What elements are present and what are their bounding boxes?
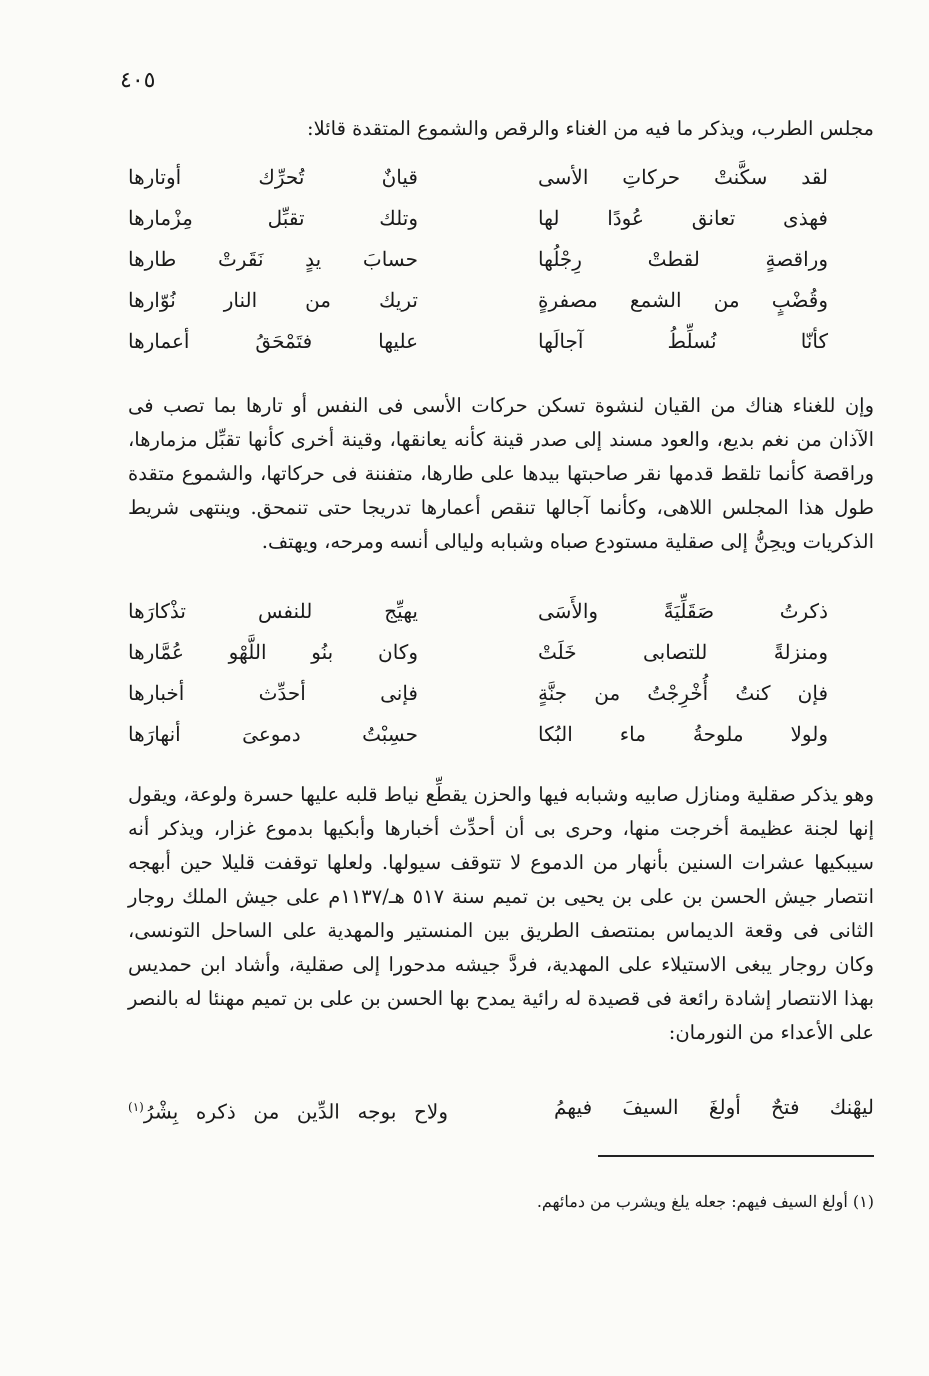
- verse-second-hemistich: حسابَ يدٍ نَقَرتْ طارها: [128, 247, 418, 271]
- footnote-marker: (١): [128, 1100, 144, 1114]
- verse-line: [128, 632, 828, 673]
- verse-second-hemistich: وتلك تقبِّل مِزْمارها: [128, 206, 418, 230]
- verse-second-hemistich: قيانٌ تُحرِّك أوتارها: [128, 165, 418, 189]
- verse-line: [128, 239, 828, 280]
- intro-line: مجلس الطرب، ويذكر ما فيه من الغناء والرقص والشموع المتقدة قائلا:: [307, 117, 874, 140]
- verse-second-hemistich: [128, 1089, 448, 1130]
- poem-block-2: [128, 591, 828, 755]
- body-paragraph-2: وهو يذكر صقلية ومنازل صابيه وشبابه فيها والحزن يقطِّع نياط قلبه عليها حسرة ولوعة، ويقول إنها لجنة عظيمة أخرجت منها، وحرى بى أن أحدِّث أخبارها وأبكيها بدموع غزار، ويذكر أنه سيبكيها عشرات السنين بأنهار من الدموع لا تتوقف سيولها. ولعلها توقفت قليلا حين أبهجه انتصار جيش الحسن بن على بن يحيى بن تميم سنة ٥١٧ هـ/١١٣٧م على جيش الملك روجار الثانى فى وقعة الديماس بمنتصف الطريق بين المنستير والمهدية على الساحل التونسى، وكان روجار يبغى الاستيلاء على المهدية، فردَّ جيشه مدحورا إلى صقلية، وأشاد ابن حمديس بهذا الانتصار إشادة رائعة فى قصيدة له رائية يمدح بها الحسن بن على بن تميم مهنئا له بالنصر على الأعداء من النورمان:: [128, 783, 874, 1044]
- closing-verse: [128, 1089, 874, 1130]
- verse-first-hemistich: وراقصةٍ لقطتْ رِجْلُها: [538, 247, 828, 271]
- poem-block-1: [128, 157, 828, 362]
- verse-second-hemistich: وكان بنُو اللَّهْو عُمَّارها: [128, 640, 418, 664]
- verse-first-hemistich: ليهْنك فتحٌ أولغَ السيفَ فيهمُ: [554, 1095, 874, 1119]
- verse-second-hemistich-text: ولاح بوجه الدِّين من ذكره بِشْرُ: [143, 1099, 448, 1124]
- verse-line: [128, 591, 828, 632]
- verse-first-hemistich: فهذى تعانق عُودًا لها: [538, 206, 828, 230]
- verse-first-hemistich: ولولا ملوحةُ ماء البُكا: [538, 722, 828, 746]
- verse-second-hemistich: تريك من النار نُوّارها: [128, 288, 418, 312]
- verse-line: [128, 280, 828, 321]
- footnote-divider: [598, 1155, 874, 1157]
- verse-line: [128, 157, 828, 198]
- verse-first-hemistich: ومنزلةً للتصابى خَلَتْ: [538, 640, 828, 664]
- verse-first-hemistich: وقُضْبٍ من الشمع مصفرةٍ: [538, 288, 828, 312]
- verse-second-hemistich: يهيِّج للنفس تذْكارَها: [128, 599, 418, 623]
- verse-line: [128, 198, 828, 239]
- footnote: (١) أولغ السيف فيهم: جعله يلغ ويشرب من دمائهم.: [536, 1192, 874, 1211]
- verse-first-hemistich: كأنّا نُسلِّطُ آجالَها: [538, 329, 828, 353]
- verse-second-hemistich: فإنى أحدِّث أخبارها: [128, 681, 418, 705]
- verse-first-hemistich: ذكرتُ صَقَلِّيَةً والأَسَى: [538, 599, 828, 623]
- page-number: ٤٠٥: [120, 68, 156, 93]
- verse-second-hemistich: حسِبْتُ دموعىَ أنهارَها: [128, 722, 418, 746]
- verse-line: [128, 714, 828, 755]
- verse-first-hemistich: لقد سكَّنتْ حركاتِ الأسى: [538, 165, 828, 189]
- verse-line: [128, 673, 828, 714]
- verse-line: [128, 321, 828, 362]
- verse-first-hemistich: فإن كنتُ أُخْرِجْتُ من جنَّةٍ: [538, 681, 828, 705]
- body-paragraph-1: وإن للغناء هناك من القيان لنشوة تسكن حركات الأسى فى النفس أو تارها بما تصب فى الآذان من نغم بديع، والعود مسند إلى صدر قينة كأنه يعانقها، وقينة أخرى كأنها تقبِّل مزمارها، وراقصة كأنما تلقط قدمها نقر صاحبتها بيدها على طارها، متفننة فى حركاتها، والشموع متقدة طول هذا المجلس اللاهى، وكأنما آجالها تنقص أعمارها تدريجا حتى تنمحق. وينتهى شريط الذكريات ويحِنُّ إلى صقلية مستودع صباه وشبابه وليالى أنسه ومرحه، ويهتف.: [128, 394, 874, 553]
- verse-second-hemistich: عليها فتَمْحَقُ أعمارها: [128, 329, 418, 353]
